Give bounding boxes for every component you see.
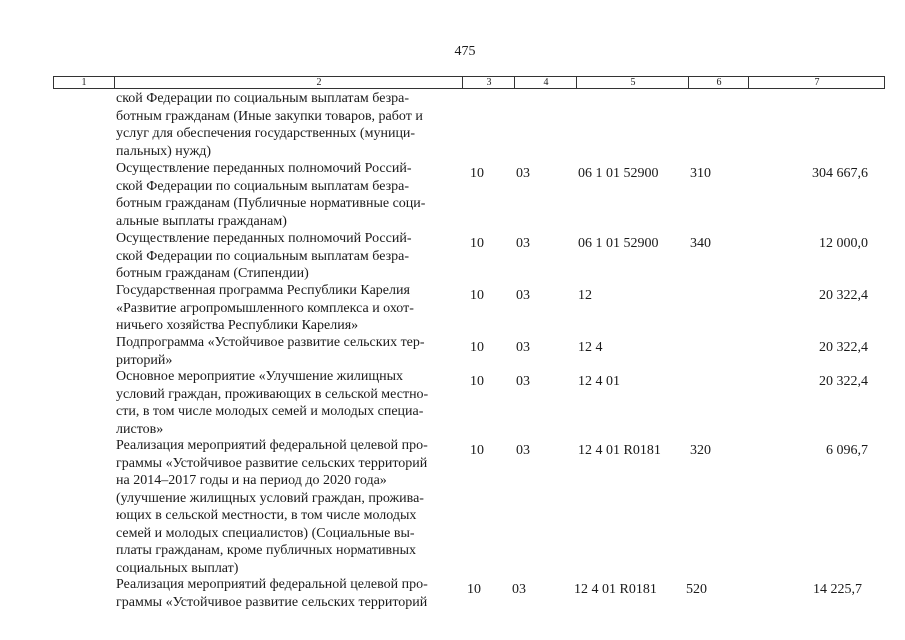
row-target-code: 12 4 01: [578, 374, 620, 389]
row-target-code: 12 4 01 R0181: [574, 582, 657, 597]
row-target-code: 12: [578, 288, 592, 303]
column-header-6: 6: [688, 77, 749, 88]
column-header-2: 2: [114, 77, 523, 88]
column-header-5: 5: [576, 77, 689, 88]
row-subsection: 03: [512, 582, 526, 597]
row-section: 10: [470, 374, 484, 389]
row-section: 10: [470, 236, 484, 251]
row-section: 10: [470, 443, 484, 458]
row-description: Реализация мероприятий федеральной целевой про- граммы «Устойчивое развитие сельских территорий: [116, 577, 428, 610]
column-header-7: 7: [748, 77, 885, 88]
column-header-3: 3: [462, 77, 515, 88]
row-target-code: 06 1 01 52900: [578, 166, 659, 181]
row-description: Основное мероприятие «Улучшение жилищных условий граждан, проживающих в сельской местно- сти, в том числе молодых семей и молодых специа- листов»: [116, 369, 429, 437]
row-expense-type: 310: [690, 166, 711, 181]
row-amount: 14 225,7: [813, 582, 862, 597]
row-subsection: 03: [516, 236, 530, 251]
row-description: Осуществление переданных полномочий Россий- ской Федерации по социальным выплатам безра- ботным гражданам (Стипендии): [116, 231, 412, 281]
row-section: 10: [470, 340, 484, 355]
row-section: 10: [467, 582, 481, 597]
row-subsection: 03: [516, 374, 530, 389]
row-expense-type: 320: [690, 443, 711, 458]
row-subsection: 03: [516, 443, 530, 458]
row-section: 10: [470, 166, 484, 181]
column-header-4: 4: [514, 77, 577, 88]
row-section: 10: [470, 288, 484, 303]
row-description: ской Федерации по социальным выплатам безра- ботным гражданам (Иные закупки товаров, работ и услуг для обеспечения государственных (муници- пальных) нужд): [116, 91, 423, 159]
row-subsection: 03: [516, 340, 530, 355]
page-number: 475: [454, 44, 476, 59]
row-amount: 304 667,6: [812, 166, 868, 181]
row-amount: 20 322,4: [819, 340, 868, 355]
row-amount: 20 322,4: [819, 288, 868, 303]
row-expense-type: 340: [690, 236, 711, 251]
row-description: Осуществление переданных полномочий Россий- ской Федерации по социальным выплатам безра- ботным гражданам (Публичные нормативные соци- альные выплаты гражданам): [116, 161, 426, 229]
row-amount: 6 096,7: [826, 443, 868, 458]
row-amount: 12 000,0: [819, 236, 868, 251]
row-target-code: 06 1 01 52900: [578, 236, 659, 251]
row-amount: 20 322,4: [819, 374, 868, 389]
row-description: Подпрограмма «Устойчивое развитие сельских тер- риторий»: [116, 335, 425, 368]
row-description: Государственная программа Республики Карелия «Развитие агропромышленного комплекса и охот- ничьего хозяйства Республики Карелия»: [116, 283, 414, 333]
column-header-row: [53, 76, 885, 89]
row-expense-type: 520: [686, 582, 707, 597]
row-subsection: 03: [516, 288, 530, 303]
row-description: Реализация мероприятий федеральной целевой про- граммы «Устойчивое развитие сельских территорий на 2014–2017 годы и на период до 2020 года» (улучшение жилищных условий граждан, прожива- ющих в сельской местности, в том числе молодых семей и молодых специалистов) (Социальные вы- платы гражданам, кроме публичных нормативных социальных выплат): [116, 438, 428, 576]
column-header-1: 1: [81, 77, 87, 88]
row-subsection: 03: [516, 166, 530, 181]
row-target-code: 12 4 01 R0181: [578, 443, 661, 458]
row-target-code: 12 4: [578, 340, 603, 355]
